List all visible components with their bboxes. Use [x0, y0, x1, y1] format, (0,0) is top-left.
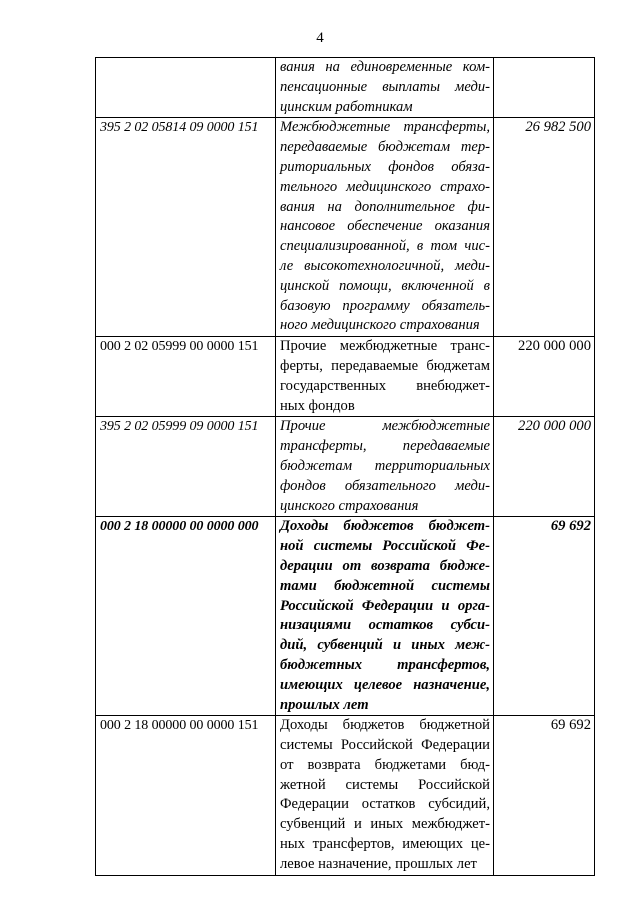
- description-line: Федерации остатков субсидий,: [280, 796, 490, 813]
- description-line: дерации от возврата бюдже-: [280, 557, 490, 574]
- description-line: тами бюджетной системы: [280, 577, 490, 594]
- description-line: пенсационные выплаты меди-: [280, 78, 490, 95]
- description-line: Доходы бюджетов бюджетной: [280, 717, 490, 734]
- description-line: бюджетам территориальных: [280, 457, 490, 474]
- description-line: ле высокотехнологичной, меди-: [280, 257, 490, 274]
- description-line: государственных внебюджет-: [280, 377, 490, 394]
- description-cell: [276, 58, 494, 118]
- description-line: риториальных фондов обяза-: [280, 158, 490, 175]
- description-line: базовую программу обязатель-: [280, 297, 490, 314]
- description-line: от возврата бюджетами бюд-: [280, 756, 490, 773]
- amount-cell: [494, 58, 595, 118]
- description-line: Прочие межбюджетные транс-: [280, 338, 490, 355]
- description-line: Российской Федерации и орга-: [280, 597, 490, 614]
- description-line: прошлых лет: [280, 696, 369, 713]
- description-line: вания на дополнительное фи-: [280, 198, 490, 215]
- amount-cell: 69 692: [494, 517, 595, 716]
- description-cell: [276, 118, 494, 337]
- description-line: ной системы Российской Фе-: [280, 538, 490, 555]
- table-row: [96, 417, 595, 517]
- page-number: 4: [316, 30, 324, 46]
- table-row: [96, 716, 595, 875]
- table-row: [96, 517, 595, 716]
- description-line: системы Российской Федерации: [280, 737, 490, 754]
- description-line: ных трансфертов, имеющих це-: [280, 836, 490, 853]
- description-line: тельного медицинского страхо-: [280, 178, 490, 195]
- description-line: трансферты, передаваемые: [280, 438, 490, 455]
- description-line: бюджетных трансфертов,: [280, 656, 490, 673]
- description-line: ного медицинского страхования: [280, 317, 480, 334]
- description-line: Прочие межбюджетные: [280, 418, 490, 435]
- description-line: цинского страхования: [280, 497, 419, 514]
- budget-code-cell: 000 2 18 00000 00 0000 000: [96, 517, 276, 716]
- description-line: жетной системы Российской: [280, 776, 490, 793]
- description-line: фондов обязательного меди-: [280, 477, 490, 494]
- description-line: левое назначение, прошлых лет: [280, 855, 477, 872]
- amount-cell: 220 000 000: [494, 337, 595, 417]
- description-line: вания на единовременные ком-: [280, 59, 490, 75]
- description-line: Межбюджетные трансферты,: [280, 119, 490, 136]
- description-line: ферты, передаваемые бюджетам: [280, 357, 490, 374]
- budget-code-cell: 395 2 02 05999 09 0000 151: [96, 417, 276, 517]
- amount-cell: 69 692: [494, 716, 595, 875]
- table-row: [96, 118, 595, 337]
- description-line: передаваемые бюджетам тер-: [280, 139, 490, 156]
- amount-cell: 220 000 000: [494, 417, 595, 517]
- budget-classification-table: [95, 57, 595, 876]
- description-line: субвенций и иных межбюджет-: [280, 816, 490, 833]
- budget-code-cell: 000 2 02 05999 00 0000 151: [96, 337, 276, 417]
- description-line: цинским работникам: [280, 98, 413, 115]
- description-cell: [276, 517, 494, 716]
- description-cell: [276, 417, 494, 517]
- description-cell: [276, 337, 494, 417]
- description-line: специализированной, в том чис-: [280, 238, 490, 255]
- description-line: Доходы бюджетов бюджет-: [280, 518, 490, 535]
- budget-code-cell: 395 2 02 05814 09 0000 151: [96, 118, 276, 337]
- description-line: цинской помощи, включенной в: [280, 277, 490, 294]
- description-line: дий, субвенций и иных меж-: [280, 637, 490, 654]
- description-line: низациями остатков субси-: [280, 617, 490, 634]
- description-line: имеющих целевое назначение,: [280, 676, 490, 693]
- description-cell: [276, 716, 494, 875]
- description-line: ных фондов: [280, 397, 355, 414]
- table-row: [96, 337, 595, 417]
- budget-code-cell: [96, 58, 276, 118]
- description-line: нансовое обеспечение оказания: [280, 218, 490, 235]
- amount-cell: 26 982 500: [494, 118, 595, 337]
- table-row: [96, 58, 595, 118]
- budget-code-cell: 000 2 18 00000 00 0000 151: [96, 716, 276, 875]
